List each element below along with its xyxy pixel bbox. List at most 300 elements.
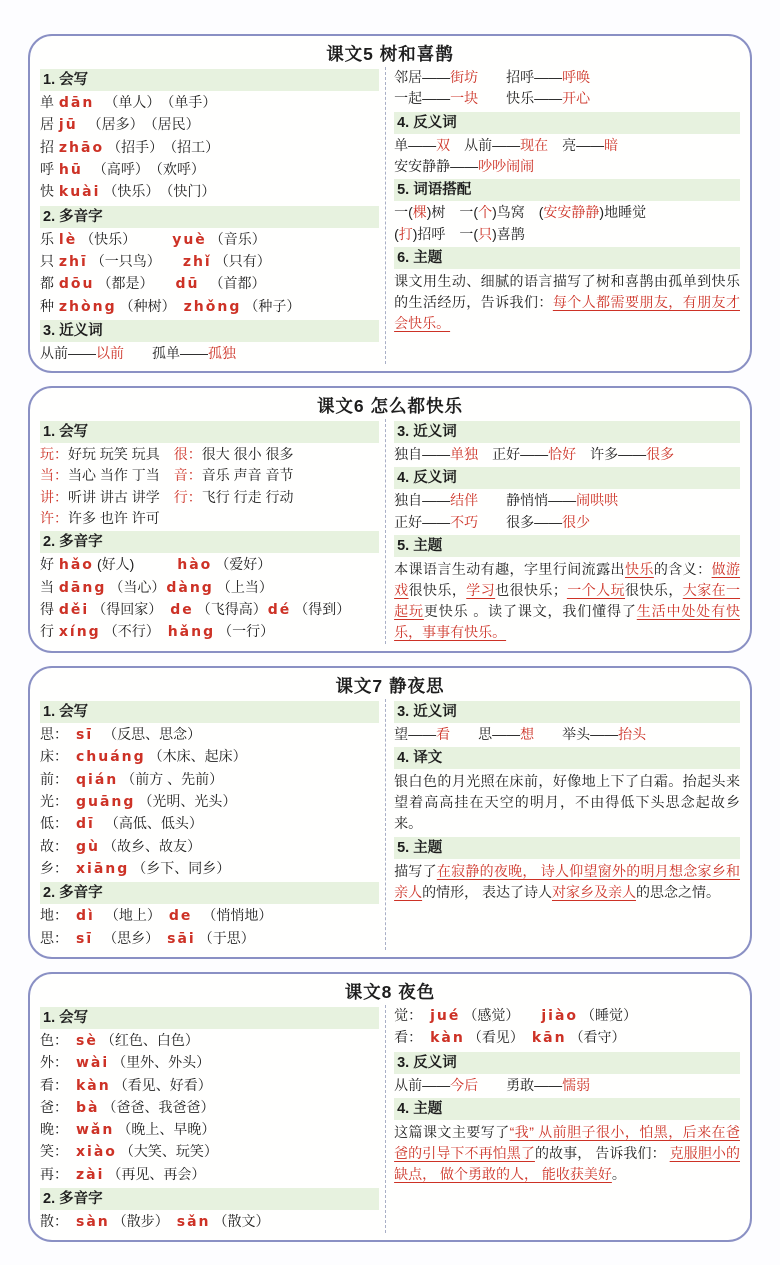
body-text: 单 xyxy=(40,94,58,110)
pinyin-text: sāi xyxy=(167,930,196,947)
body-text: 外： xyxy=(40,1054,75,1071)
highlight-text: 懦弱 xyxy=(562,1076,591,1093)
body-text: 一( xyxy=(394,204,413,221)
column-left xyxy=(40,67,385,364)
highlight-text: 玩： xyxy=(40,446,68,463)
body-text: 故： xyxy=(40,837,75,854)
lesson-columns xyxy=(40,67,740,364)
body-text: )鸟窝 ( xyxy=(492,204,544,221)
highlight-underline-text: 大家在一起玩 xyxy=(394,582,741,620)
body-text: （反思、思念） xyxy=(96,726,202,743)
body-text: （于思） xyxy=(198,929,255,946)
text-line xyxy=(40,92,379,114)
body-text: （居多） （居民） xyxy=(80,116,200,133)
body-text: 种 xyxy=(40,297,58,314)
section-header: 2. 多音字 xyxy=(40,531,379,553)
pinyin-text: xíng xyxy=(58,624,101,641)
body-text: 好玩 玩笑 玩具 xyxy=(68,446,174,463)
text-line xyxy=(40,137,379,159)
body-text: （爸爸、我爸爸） xyxy=(102,1098,215,1115)
body-text: 本课语言生动有趣，字里行间流露出 xyxy=(394,561,625,578)
pinyin-text: sī xyxy=(76,930,94,947)
section-header: 5. 主题 xyxy=(394,535,740,557)
body-text: 晚： xyxy=(40,1121,75,1138)
text-line xyxy=(394,224,740,245)
body-text: 从前—— xyxy=(394,1076,451,1093)
text-line xyxy=(40,554,379,576)
text-line xyxy=(40,1075,379,1097)
highlight-text: 很少 xyxy=(562,513,591,530)
body-text: )地睡觉 xyxy=(599,204,647,221)
body-text: 举头—— xyxy=(534,726,619,743)
section-header: 4. 主题 xyxy=(394,1098,740,1120)
highlight-text: 很： xyxy=(173,446,202,463)
body-text: 独自—— xyxy=(394,446,451,463)
body-text: 看： xyxy=(394,1029,430,1046)
pinyin-text: jué xyxy=(430,1007,461,1024)
body-text: （悄悄地） xyxy=(195,907,273,924)
body-text: （红色、白色） xyxy=(100,1031,199,1048)
body-text: （种树） xyxy=(119,297,183,314)
body-text: 的情形， 表达了诗人 xyxy=(422,884,552,901)
body-text: 乡： xyxy=(40,859,75,876)
text-line xyxy=(394,724,740,745)
body-text: 安安静静—— xyxy=(394,157,479,174)
highlight-text: 个 xyxy=(478,204,493,221)
pinyin-text: gù xyxy=(76,838,100,855)
body-text: （音乐） xyxy=(209,230,266,247)
body-text: 很多—— xyxy=(478,513,563,530)
body-text: （高呼） （欢呼） xyxy=(85,160,205,177)
section-header: 4. 反义词 xyxy=(394,112,740,134)
body-text: 好 xyxy=(40,556,58,573)
text-line xyxy=(40,1211,379,1233)
highlight-text: 闹哄哄 xyxy=(576,492,619,509)
highlight-text: 双 xyxy=(436,136,451,153)
body-text: 孤单—— xyxy=(124,344,208,361)
body-text: 居 xyxy=(40,116,58,133)
body-text: 思： xyxy=(40,929,75,946)
text-line xyxy=(40,791,379,813)
highlight-text: 安安静静 xyxy=(543,204,600,221)
text-line xyxy=(40,1164,379,1186)
text-line xyxy=(40,229,379,251)
body-text: 呼 xyxy=(40,160,58,177)
pinyin-text: kān xyxy=(531,1030,567,1047)
highlight-underline-text: “我” 从前胆子很小，怕黑，后来在爸爸的引导下不再怕黑了 xyxy=(394,1123,740,1161)
text-line xyxy=(394,156,740,177)
highlight-text: 现在 xyxy=(520,136,549,153)
pinyin-text: wài xyxy=(76,1055,110,1072)
body-text: （看守） xyxy=(569,1029,626,1046)
body-text: （晚上、早晚） xyxy=(117,1121,216,1138)
section-header: 1. 会写 xyxy=(40,701,379,723)
text-line xyxy=(40,251,379,273)
column-left xyxy=(40,419,385,644)
text-line xyxy=(40,1119,379,1141)
body-text: （木床、起床） xyxy=(148,748,247,765)
highlight-text: 许： xyxy=(40,510,68,527)
pinyin-text: chuáng xyxy=(76,749,146,766)
body-text: （不行） xyxy=(103,623,167,640)
highlight-text: 棵 xyxy=(412,204,427,221)
highlight-text: 一块 xyxy=(450,90,479,107)
body-text: （飞得高） xyxy=(196,601,267,617)
text-line xyxy=(394,490,740,511)
body-text: 爸： xyxy=(40,1098,75,1115)
body-text: 很大 很小 很多 xyxy=(201,446,294,463)
lesson-box-6 xyxy=(28,386,752,653)
body-text: 亮—— xyxy=(548,136,605,153)
highlight-text: 看 xyxy=(436,726,451,743)
pinyin-text: děi xyxy=(58,602,90,618)
body-text: （一只鸟） xyxy=(90,252,182,269)
text-line xyxy=(40,905,379,927)
body-text: （散步） xyxy=(112,1213,176,1230)
body-text: （前方 、先前） xyxy=(121,770,224,787)
body-text: 散： xyxy=(40,1213,75,1230)
section-header: 6. 主题 xyxy=(394,247,740,269)
column-right xyxy=(385,67,740,364)
highlight-underline-text: 做游戏 xyxy=(394,561,741,599)
text-line xyxy=(394,135,740,156)
text-line xyxy=(394,1027,740,1049)
body-text: 许多 也许 许可 xyxy=(68,510,160,527)
body-text: （乡下、同乡） xyxy=(132,859,231,876)
lesson-box-7 xyxy=(28,666,752,959)
text-line xyxy=(40,465,379,486)
pinyin-text: sàn xyxy=(76,1214,110,1231)
body-text: 思： xyxy=(40,726,75,743)
text-line xyxy=(394,444,740,465)
pinyin-text: bà xyxy=(76,1099,100,1116)
body-text: (好人) xyxy=(96,556,177,573)
body-text: （睡觉） xyxy=(581,1006,638,1023)
body-text: 正好—— xyxy=(394,513,451,530)
text-line xyxy=(40,296,379,318)
body-text: 都 xyxy=(40,275,58,292)
body-text: 独自—— xyxy=(394,492,451,509)
pinyin-text: dé xyxy=(267,602,292,618)
body-text: （上当） xyxy=(216,578,273,595)
text-line xyxy=(394,1005,740,1027)
body-text: （都是） xyxy=(97,275,175,292)
pinyin-text: sè xyxy=(76,1032,98,1049)
pinyin-text: jū xyxy=(58,117,78,134)
text-line xyxy=(40,1097,379,1119)
section-header: 5. 词语搭配 xyxy=(394,179,740,201)
text-line xyxy=(40,487,379,508)
column-left xyxy=(40,699,385,950)
body-text: 前： xyxy=(40,770,75,787)
pinyin-text: zhī xyxy=(58,253,88,270)
column-left xyxy=(40,1005,385,1234)
highlight-underline-text: 学习 xyxy=(466,582,496,599)
body-text: 笑： xyxy=(40,1143,75,1160)
lesson-columns xyxy=(40,699,740,950)
pinyin-text: kàn xyxy=(76,1077,111,1094)
section-header: 5. 主题 xyxy=(394,837,740,859)
body-text: 这篇课文主要写了 xyxy=(394,1123,510,1140)
body-text: （故乡、故友） xyxy=(103,837,201,854)
body-text: （看见） xyxy=(467,1029,531,1046)
highlight-underline-text: 一个人玩 xyxy=(566,582,626,599)
body-text: 当 xyxy=(40,578,58,595)
pinyin-text: dàng xyxy=(166,579,214,596)
lesson-box-5 xyxy=(28,34,752,373)
body-text: 的故事， 告诉我们： xyxy=(534,1144,670,1161)
pinyin-text: sǎn xyxy=(176,1214,211,1231)
body-text: 光： xyxy=(40,793,75,809)
pinyin-text: kuài xyxy=(58,184,101,201)
highlight-text: 开心 xyxy=(562,90,591,107)
highlight-text: 孤独 xyxy=(208,344,236,361)
text-line xyxy=(40,928,379,950)
body-text: 静悄悄—— xyxy=(478,492,577,509)
body-text: 望—— xyxy=(394,726,437,743)
body-text: （感觉） xyxy=(463,1006,541,1023)
pinyin-text: zhǐ xyxy=(182,253,212,270)
body-text: 课文用生动、细腻的语言描写了树和喜鹊由孤单到快乐的生活经历，告诉我们： xyxy=(394,272,740,310)
highlight-text: 恰好 xyxy=(548,446,577,463)
section-header: 2. 多音字 xyxy=(40,1188,379,1210)
pinyin-text: hū xyxy=(58,161,83,178)
body-text: 只 xyxy=(40,252,58,269)
body-text: （散文） xyxy=(213,1213,270,1230)
pinyin-text: sī xyxy=(76,727,94,744)
highlight-text: 以前 xyxy=(96,344,124,361)
pinyin-text: hǎo xyxy=(58,557,94,574)
pinyin-text: guāng xyxy=(76,794,136,810)
body-text: （思乡） xyxy=(96,929,167,946)
highlight-text: 结伴 xyxy=(450,492,479,509)
text-line xyxy=(40,858,379,880)
text-line xyxy=(394,88,740,109)
body-text: （爱好） xyxy=(215,556,272,573)
body-text: （快乐） （快门） xyxy=(103,183,216,200)
pinyin-text: zhǒng xyxy=(183,298,242,315)
body-text: （一行） xyxy=(218,623,275,640)
body-text: 音乐 声音 音节 xyxy=(201,467,294,484)
pinyin-text: dāng xyxy=(58,579,107,596)
body-text: （快乐） xyxy=(80,230,172,247)
pinyin-text: dān xyxy=(58,95,95,111)
highlight-text: 今后 xyxy=(450,1076,479,1093)
highlight-text: 讲： xyxy=(40,488,68,505)
highlight-underline-text: 每个人都需要朋友，有朋友才会快乐。 xyxy=(394,293,740,331)
lesson-title: 课文7 静夜思 xyxy=(335,676,445,697)
body-text: 描写了 xyxy=(394,863,437,880)
pinyin-text: zhāo xyxy=(58,139,105,156)
text-line xyxy=(40,577,379,599)
text-line xyxy=(40,343,379,364)
section-header: 1. 会写 xyxy=(40,421,379,443)
highlight-underline-text: 在寂静的夜晚， 诗人仰望窗外的明月想念家乡和亲人 xyxy=(394,863,740,901)
highlight-underline-text: 克服胆小的缺点， 做个勇敢的人， 能收获美好 xyxy=(394,1144,740,1182)
pinyin-text: zài xyxy=(76,1166,105,1183)
body-text: 很快乐， xyxy=(625,582,683,599)
body-text: （单人） （单手） xyxy=(97,94,217,110)
text-line xyxy=(394,1075,740,1096)
body-text: 听讲 讲古 讲学 xyxy=(68,488,174,505)
section-header: 3. 近义词 xyxy=(394,701,740,723)
text-line xyxy=(40,769,379,791)
section-header: 2. 多音字 xyxy=(40,882,379,904)
lesson-box-8 xyxy=(28,972,752,1243)
text-line xyxy=(40,181,379,203)
pinyin-text: yuè xyxy=(172,231,207,248)
body-text: （高低、低头） xyxy=(97,815,203,832)
theme-paragraph xyxy=(394,558,740,644)
body-text: （得到） xyxy=(294,601,351,617)
pinyin-text: de xyxy=(168,908,193,925)
column-right xyxy=(385,699,740,950)
highlight-text: 想 xyxy=(520,726,535,743)
body-text: （招手） （招工） xyxy=(107,138,220,155)
body-text: ( xyxy=(394,225,399,242)
section-header: 2. 多音字 xyxy=(40,206,379,228)
body-text: 正好—— xyxy=(478,446,549,463)
section-header: 3. 反义词 xyxy=(394,1052,740,1074)
text-line xyxy=(40,159,379,181)
pinyin-text: de xyxy=(170,602,194,618)
body-text: （里外、外头） xyxy=(112,1054,211,1071)
text-line xyxy=(40,1052,379,1074)
text-line xyxy=(40,1141,379,1163)
theme-paragraph xyxy=(394,770,740,835)
text-line xyxy=(40,444,379,465)
body-text: 当心 当作 丁当 xyxy=(68,467,174,484)
body-text: （只有） xyxy=(214,252,271,269)
highlight-text: 只 xyxy=(478,225,493,242)
body-text: 床： xyxy=(40,748,75,765)
text-line xyxy=(394,512,740,533)
text-line xyxy=(394,202,740,223)
body-text: 单—— xyxy=(394,136,437,153)
lesson-title: 课文8 夜色 xyxy=(344,981,436,1002)
body-text: 。 xyxy=(611,1165,626,1182)
pinyin-text: dū xyxy=(175,276,200,293)
theme-paragraph xyxy=(394,270,740,335)
pinyin-text: wǎn xyxy=(76,1122,115,1139)
body-text: 再： xyxy=(40,1165,75,1182)
text-line xyxy=(40,508,379,529)
text-line xyxy=(394,67,740,88)
body-text: （得回家） xyxy=(92,601,170,617)
body-text: 乐 xyxy=(40,230,58,247)
body-text: 得 xyxy=(40,601,58,617)
section-header: 1. 会写 xyxy=(40,69,379,91)
body-text: 地： xyxy=(40,907,75,924)
section-header: 3. 近义词 xyxy=(394,421,740,443)
highlight-text: 抬头 xyxy=(618,726,647,743)
body-text: （再见、再会） xyxy=(107,1165,206,1182)
body-text: 快乐—— xyxy=(478,90,563,107)
theme-paragraph xyxy=(394,860,740,904)
section-header: 3. 近义词 xyxy=(40,320,379,342)
body-text: （种子） xyxy=(244,297,301,314)
pinyin-text: xiāng xyxy=(76,860,130,877)
body-text: 银白色的月光照在床前，好像地上下了白霜。抬起头来望着高高挂在天空的明月，不由得低下头思念起故乡来。 xyxy=(394,773,740,832)
pinyin-text: jiào xyxy=(541,1007,579,1024)
highlight-text: 很多 xyxy=(646,446,675,463)
lesson-columns xyxy=(40,419,740,644)
body-text: 的含义： xyxy=(653,561,712,578)
body-text: （光明、光头） xyxy=(138,793,237,809)
text-line xyxy=(40,813,379,835)
highlight-text: 单独 xyxy=(450,446,479,463)
theme-paragraph xyxy=(394,1121,740,1186)
body-text: （首都） xyxy=(202,275,266,292)
body-text: 邻居—— xyxy=(394,69,451,85)
body-text: 一起—— xyxy=(394,90,451,107)
column-right xyxy=(385,1005,740,1234)
pinyin-text: dī xyxy=(76,816,95,833)
body-text: 飞行 行走 行动 xyxy=(201,488,294,505)
body-text: 行 xyxy=(40,623,58,640)
text-line xyxy=(40,836,379,858)
body-text: 看： xyxy=(40,1076,75,1093)
body-text: 从前—— xyxy=(40,344,96,361)
pinyin-text: lè xyxy=(58,231,78,248)
highlight-text: 呼唤 xyxy=(562,69,591,85)
pinyin-text: hào xyxy=(177,557,213,574)
pinyin-text: xiào xyxy=(76,1144,117,1161)
pinyin-text: qián xyxy=(76,771,119,788)
body-text: （看见、好看） xyxy=(113,1076,212,1093)
body-text: 也很快乐； xyxy=(495,582,567,599)
body-text: 思—— xyxy=(450,726,521,743)
body-text: 更快乐 。读了课文，我们懂得了 xyxy=(423,603,637,620)
body-text: 很快乐， xyxy=(408,582,467,599)
pinyin-text: hǎng xyxy=(167,624,216,641)
highlight-underline-text: 快乐 xyxy=(624,561,654,578)
body-text: 从前—— xyxy=(450,136,521,153)
text-line xyxy=(40,621,379,643)
section-header: 4. 译文 xyxy=(394,747,740,769)
column-right xyxy=(385,419,740,644)
highlight-text: 暗 xyxy=(604,136,619,153)
pinyin-text: kàn xyxy=(430,1030,465,1047)
pinyin-text: dōu xyxy=(58,276,95,293)
body-text: )树 一( xyxy=(426,204,479,221)
highlight-text: 音： xyxy=(173,467,202,484)
section-header: 4. 反义词 xyxy=(394,467,740,489)
highlight-text: 打 xyxy=(398,225,413,242)
body-text: （当心） xyxy=(109,578,166,595)
pinyin-text: zhòng xyxy=(58,298,117,315)
section-header: 1. 会写 xyxy=(40,1007,379,1029)
body-text: )喜鹊 xyxy=(492,225,525,242)
body-text: 许多—— xyxy=(576,446,647,463)
body-text: 觉： xyxy=(394,1006,430,1023)
highlight-underline-text: 对家乡及亲人 xyxy=(551,884,636,901)
body-text: （地上） xyxy=(97,907,168,924)
body-text: 招呼—— xyxy=(478,69,563,85)
body-text: )招呼 一( xyxy=(412,225,479,242)
lesson-title: 课文5 树和喜鹊 xyxy=(326,44,454,64)
body-text: （大笑、玩笑） xyxy=(119,1143,218,1160)
text-line xyxy=(40,724,379,746)
body-text: 招 xyxy=(40,138,58,155)
highlight-text: 不巧 xyxy=(450,513,479,530)
highlight-text: 行： xyxy=(173,488,202,505)
highlight-text: 当： xyxy=(40,467,68,484)
body-text: 快 xyxy=(40,183,58,200)
lesson-title: 课文6 怎么都快乐 xyxy=(316,396,464,417)
text-line xyxy=(40,114,379,136)
text-line xyxy=(40,599,379,621)
